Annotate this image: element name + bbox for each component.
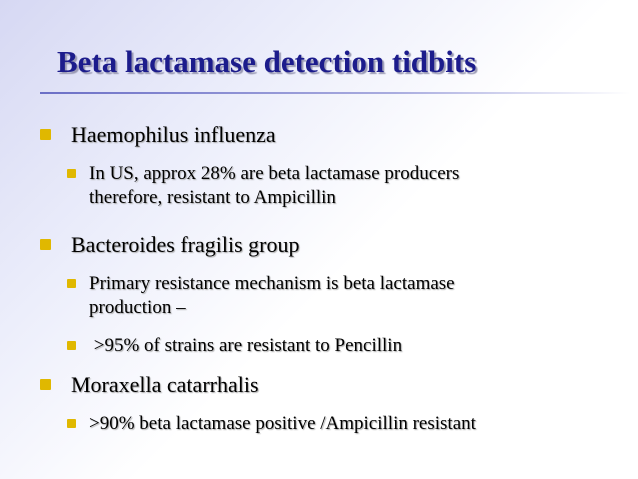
bullet-text: Bacteroides fragilis group xyxy=(71,232,300,257)
sub-bullet-us-rate xyxy=(67,162,459,210)
slide-title: Beta lactamase detection tidbits xyxy=(57,44,477,79)
sub-bullet-moraxella xyxy=(67,412,476,436)
title-underline xyxy=(40,92,630,94)
text-line: In US, approx 28% are beta lactamase producers xyxy=(89,163,460,184)
sub-bullet-pencillin xyxy=(67,334,402,358)
bullet-text: Haemophilus influenza xyxy=(71,122,276,147)
sub-bullet-text xyxy=(89,272,455,320)
text-line: therefore, resistant to Ampicillin xyxy=(89,187,336,208)
text-line: production – xyxy=(89,297,186,318)
square-bullet-icon xyxy=(40,239,51,250)
square-bullet-icon xyxy=(67,341,76,350)
square-bullet-icon xyxy=(40,379,51,390)
sub-bullet-text: >95% of strains are resistant to Pencillin xyxy=(89,335,403,356)
bullet-text: Moraxella catarrhalis xyxy=(71,372,259,397)
text-line: Primary resistance mechanism is beta lactamase xyxy=(89,273,455,294)
sub-bullet-text: >90% beta lactamase positive /Ampicillin resistant xyxy=(89,413,476,434)
sub-bullet-mechanism xyxy=(67,272,455,320)
square-bullet-icon xyxy=(40,129,51,140)
bullet-moraxella xyxy=(40,372,259,398)
sub-bullet-text xyxy=(89,162,459,210)
bullet-bacteroides xyxy=(40,232,300,258)
bullet-haemophilus xyxy=(40,122,276,148)
square-bullet-icon xyxy=(67,169,76,178)
square-bullet-icon xyxy=(67,419,76,428)
square-bullet-icon xyxy=(67,279,76,288)
